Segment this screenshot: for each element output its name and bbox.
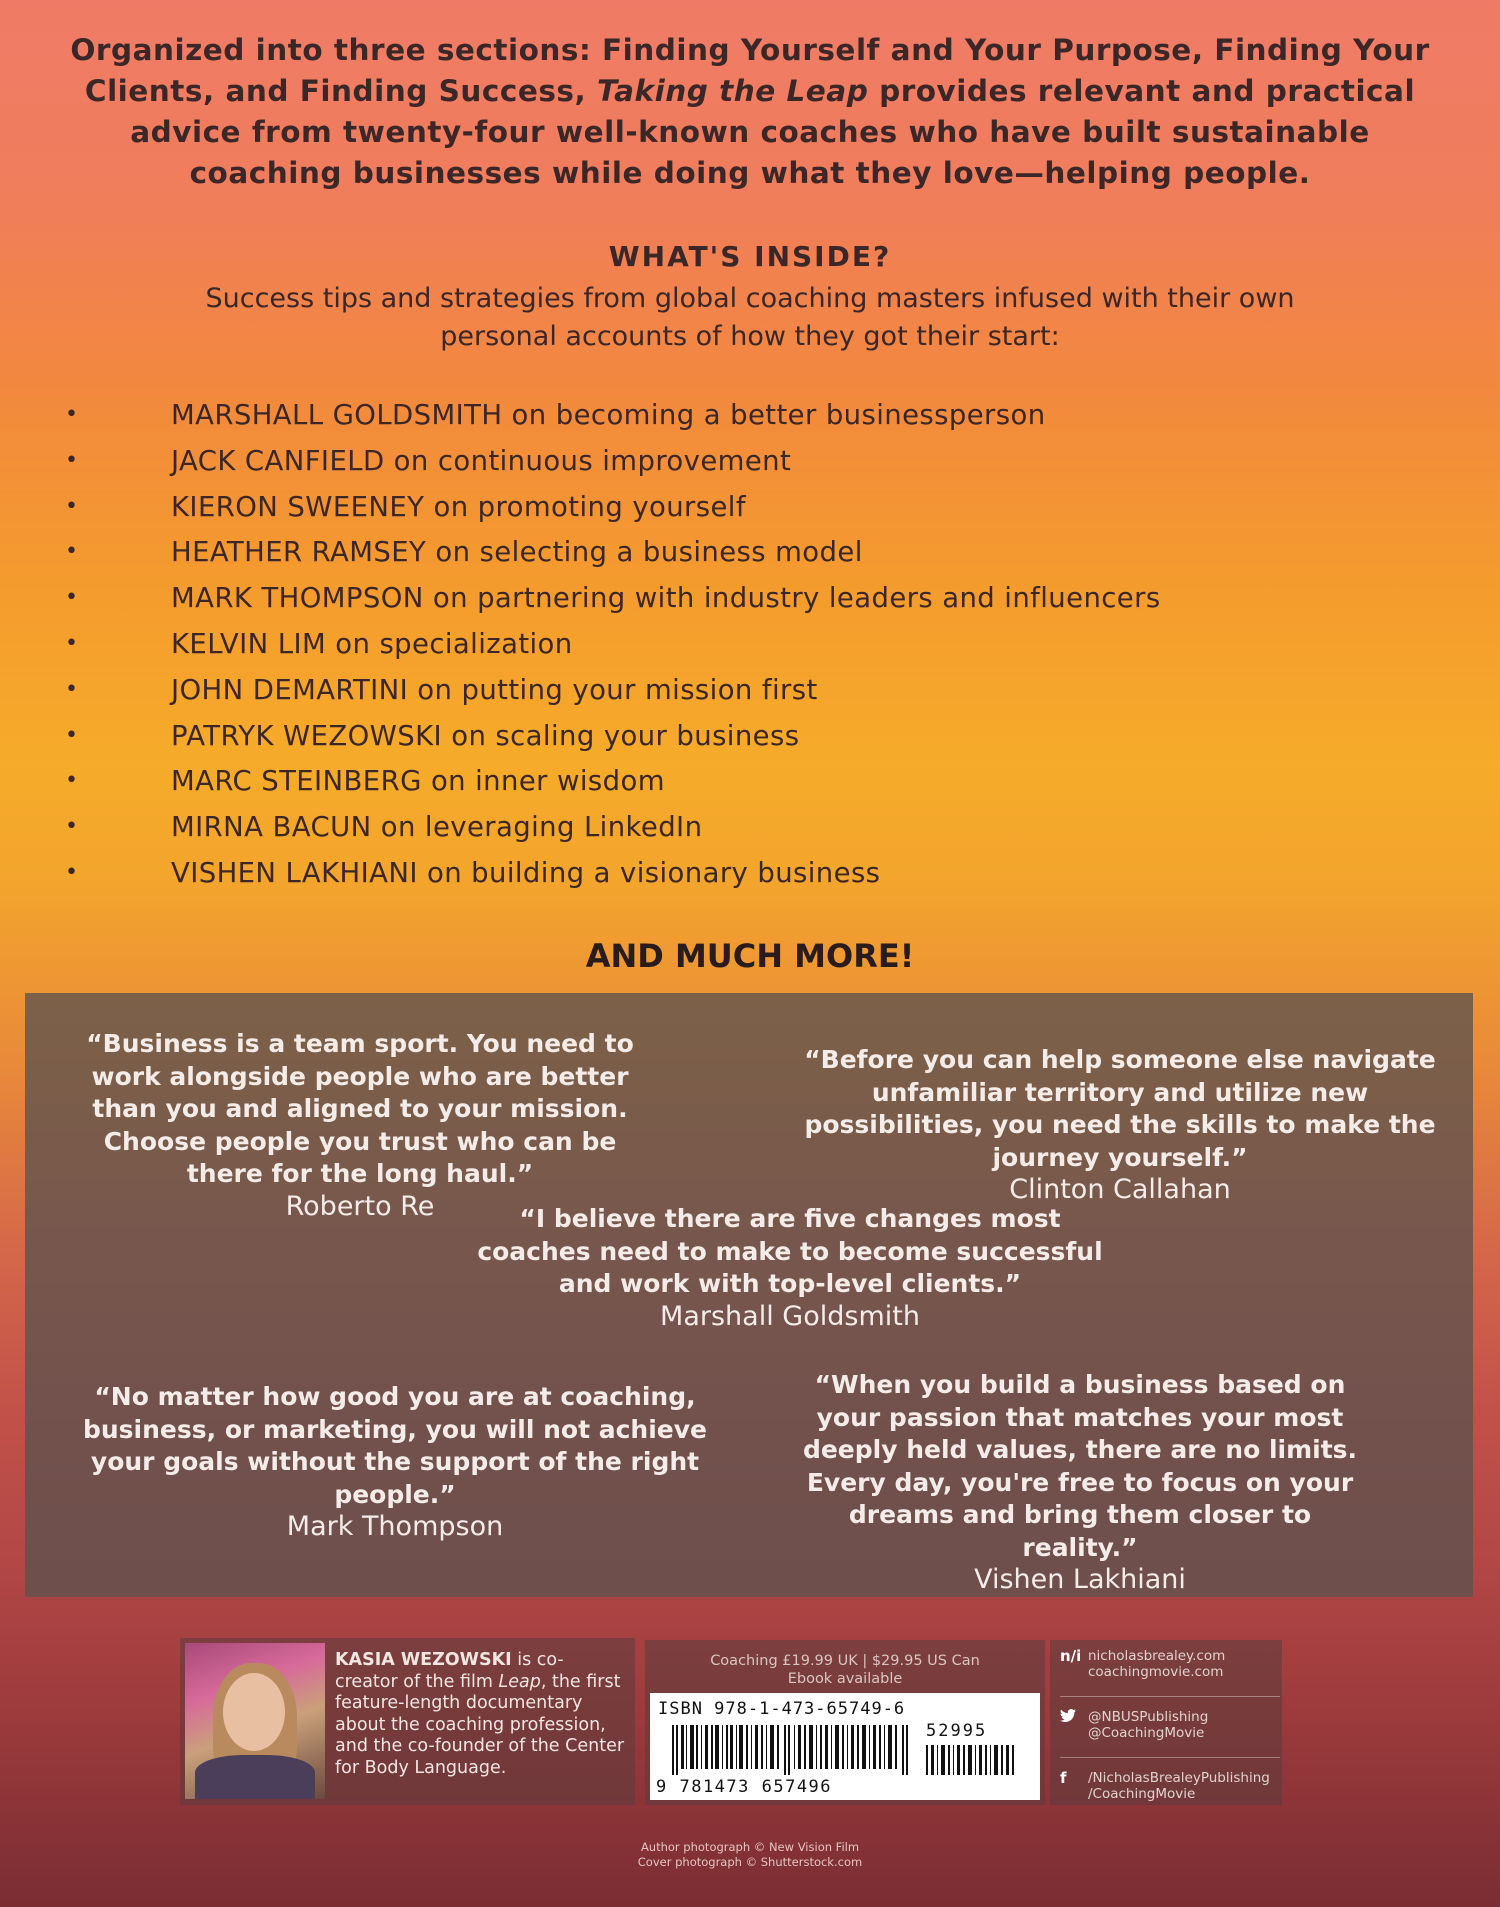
bullet-icon: • [65, 447, 79, 473]
quote-marshall-goldsmith [470, 1203, 1110, 1333]
coach-name: HEATHER RAMSEY [171, 536, 427, 569]
facebook-page-2: /CoachingMovie [1088, 1786, 1196, 1802]
bullet-icon: • [65, 539, 79, 565]
bullet-icon: • [65, 402, 79, 427]
quote-author: Clinton Callahan [1009, 1174, 1231, 1205]
bullet-icon: • [65, 630, 79, 656]
coach-topic: on selecting a business model [426, 536, 863, 569]
intro-text-2: provides relevant and practical advice from twenty-four well-known coaches who have built sustainable coaching businesses while doing what they love—helping people. [130, 74, 1416, 190]
coach-topic: on partnering with industry leaders and influencers [423, 582, 1161, 615]
coach-topic: on inner wisdom [421, 765, 665, 798]
barcode-icon [672, 1725, 912, 1775]
author-name: KASIA WEZOWSKI [335, 1650, 512, 1670]
list-item [60, 856, 1161, 902]
list-item [60, 535, 1161, 581]
list-item [60, 398, 1161, 444]
quote-vishen-lakhiani [800, 1369, 1360, 1597]
coach-topic: on putting your mission first [408, 673, 818, 706]
twitter-handle-1: @NBUSPublishing [1088, 1709, 1209, 1725]
coach-name: KIERON SWEENEY [171, 490, 425, 523]
list-item [60, 810, 1161, 856]
coach-topic: on building a visionary business [417, 856, 881, 889]
coach-topic: on scaling your business [442, 719, 800, 752]
and-much-more-heading: AND MUCH MORE! [585, 937, 915, 975]
intro-paragraph [60, 30, 1440, 194]
photo-credits [0, 1840, 1500, 1870]
facebook-page-1: /NicholasBrealeyPublishing [1088, 1770, 1270, 1786]
coach-topic: on leveraging LinkedIn [371, 811, 703, 844]
coach-name: JOHN DEMARTINI [171, 673, 409, 706]
whats-inside-subtitle: Success tips and strategies from global coaching masters infused with their own personal accounts of how they got their start: [205, 283, 1295, 352]
coach-name: MARK THOMPSON [171, 582, 424, 615]
price-addon-number: 52995 [926, 1721, 988, 1741]
list-item [60, 490, 1161, 536]
ean-number: 9 781473 657496 [656, 1777, 833, 1797]
quote-author: Vishen Lakhiani [974, 1564, 1186, 1595]
quote-text: “Before you can help someone else navigate unfamiliar territory and utilize new possibilities, you need the skills to make the journey yourself.” [804, 1045, 1436, 1172]
quote-text: “No matter how good you are at coaching, business, or marketing, you will not achieve your goals without the support of the right people.” [82, 1382, 707, 1509]
quote-author: Marshall Goldsmith [660, 1300, 920, 1332]
list-item [60, 673, 1161, 719]
coach-name: PATRYK WEZOWSKI [171, 719, 443, 752]
twitter-handle-2: @CoachingMovie [1088, 1725, 1205, 1741]
author-photo-credit: Author photograph © New Vision Film [640, 1840, 860, 1854]
coach-topic: on becoming a better businessperson [502, 399, 1046, 431]
author-photo [185, 1643, 325, 1799]
twitter-icon [1060, 1709, 1076, 1726]
ebook-line: Ebook available [787, 1671, 903, 1687]
divider [1060, 1696, 1280, 1697]
price-line: Coaching £19.99 UK | $29.95 US Can [710, 1653, 980, 1669]
quotes-panel [25, 993, 1473, 1597]
quote-text: “Business is a team sport. You need to work alongside people who are better than you and aligned to your mission. Choose people you trust who can be there for the long haul.” [86, 1029, 634, 1188]
coach-list [60, 398, 1161, 902]
coach-name: JACK CANFIELD [171, 444, 385, 477]
list-item [60, 627, 1161, 673]
coach-topic: on promoting yourself [424, 490, 746, 523]
coach-name: VISHEN LAKHIANI [171, 856, 418, 889]
bullet-icon: • [65, 768, 79, 794]
author-shirt [195, 1755, 315, 1799]
web-links [1060, 1648, 1280, 1680]
facebook-icon: f [1060, 1769, 1067, 1787]
bio-text-2: , the first feature-length documentary about the coaching profession, and the co-founder of the Center for Body Language. [335, 1671, 625, 1778]
film-title: Leap [498, 1671, 541, 1692]
bullet-icon: • [65, 859, 79, 885]
publisher-logo-icon: n/i [1060, 1647, 1082, 1665]
quote-author: Roberto Re [285, 1190, 435, 1222]
bullet-icon: • [65, 676, 79, 702]
twitter-links [1060, 1709, 1280, 1741]
list-item [60, 444, 1161, 490]
intro-text-1: Organized into three sections: Finding Yourself and Your Purpose, Finding Your Clients, and Finding Success, [70, 33, 1430, 108]
quote-clinton-callahan [780, 1044, 1460, 1207]
coach-name: KELVIN LIM [171, 627, 327, 660]
coach-topic: on continuous improvement [384, 444, 792, 477]
list-item [60, 764, 1161, 810]
author-bio [335, 1650, 625, 1779]
barcode-panel [650, 1693, 1040, 1800]
bullet-icon: • [65, 814, 79, 840]
facebook-links [1060, 1770, 1280, 1802]
quote-text: “I believe there are five changes most coaches need to make to become successful and work with top-level clients.” [477, 1204, 1103, 1298]
quote-roberto-re [80, 1028, 640, 1223]
isbn-number: ISBN 978-1-473-65749-6 [658, 1699, 906, 1719]
web-link-1: nicholasbrealey.com [1088, 1648, 1226, 1664]
list-item [60, 719, 1161, 765]
bullet-icon: • [65, 493, 79, 519]
addon-barcode-icon [926, 1745, 1016, 1775]
coach-name: MARSHALL GOLDSMITH [171, 399, 503, 431]
quote-author: Mark Thompson [286, 1511, 504, 1542]
list-item [60, 581, 1161, 627]
book-title: Taking the Leap [596, 74, 869, 108]
bullet-icon: • [65, 585, 79, 611]
bullet-icon: • [65, 722, 79, 748]
author-face [223, 1673, 285, 1751]
social-links [1060, 1648, 1280, 1818]
price-info [650, 1652, 1040, 1688]
coach-topic: on specialization [326, 627, 573, 660]
divider [1060, 1757, 1280, 1758]
cover-photo-credit: Cover photograph © Shutterstock.com [637, 1855, 863, 1869]
coach-name: MARC STEINBERG [171, 765, 422, 798]
quote-mark-thompson [75, 1381, 715, 1544]
bio-text-1: is co-creator of the film [335, 1650, 564, 1692]
web-link-2: coachingmovie.com [1088, 1664, 1224, 1680]
whats-inside-heading: WHAT'S INSIDE? [608, 240, 892, 273]
coach-name: MIRNA BACUN [171, 811, 372, 844]
quote-text: “When you build a business based on your passion that matches your most deeply held values, there are no limits. Every day, you're free to focus on your dreams and bring them closer to reality.” [802, 1370, 1358, 1562]
